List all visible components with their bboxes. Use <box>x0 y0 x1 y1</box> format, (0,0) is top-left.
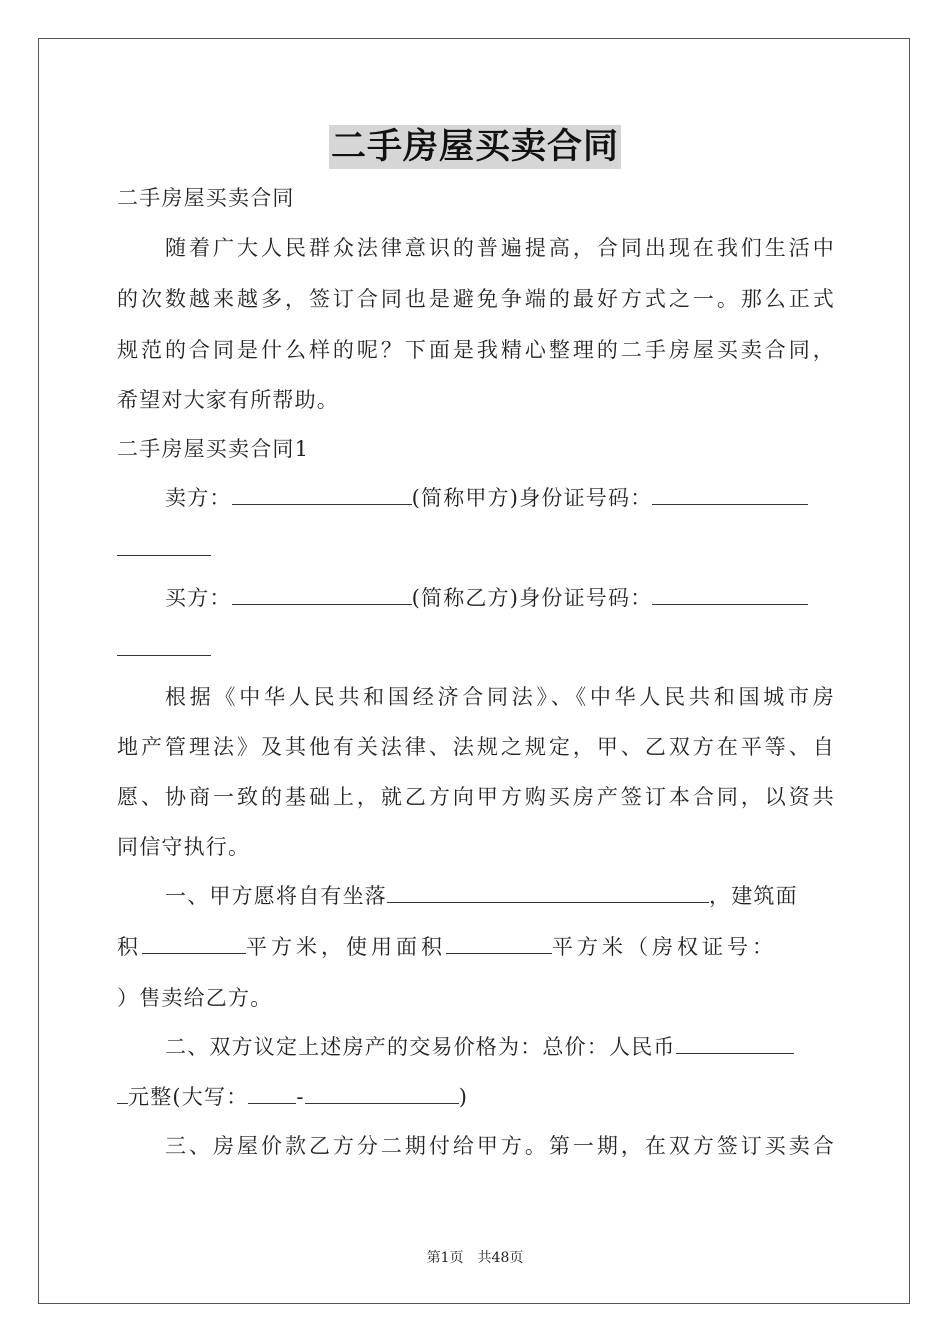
area-label: 积 <box>117 935 142 959</box>
buyer-id-blank <box>652 584 808 605</box>
seller-id-blank-2 <box>117 535 211 556</box>
seller-id-blank <box>652 484 808 505</box>
page-footer: 第1页 共48页 <box>426 1250 524 1266</box>
intro-line-1: 随着广大人民群众法律意识的普遍提高，合同出现在我们生活中 <box>165 236 835 260</box>
document-title-wrap <box>0 125 950 169</box>
document-title: 二手房屋买卖合同 <box>330 126 619 167</box>
intro-line-3: 规范的合同是什么样的呢？下面是我精心整理的二手房屋买卖合同， <box>117 338 835 362</box>
basis-line-1: 根据《中华人民共和国经济合同法》、《中华人民共和国城市房 <box>165 685 835 709</box>
buyer-line <box>165 583 808 613</box>
buyer-name-blank <box>232 584 412 605</box>
intro-line-2: 的次数越来越多，签订合同也是避免争端的最好方式之一。那么正式 <box>117 287 835 311</box>
clause-1-line-2 <box>117 932 777 962</box>
clause-1-line-3: ）售卖给乙方。 <box>117 986 273 1010</box>
price-words-blank-1 <box>248 1083 296 1104</box>
seller-line <box>165 483 808 513</box>
seller-label: 卖方： <box>165 486 232 510</box>
price-blank-cont <box>117 1083 128 1104</box>
seller-name-blank <box>232 484 412 505</box>
seller-id-blank-cont <box>117 534 211 564</box>
page-border <box>38 38 910 1304</box>
seller-id-label: (简称甲方)身份证号码： <box>411 486 653 510</box>
clause-2-label: 二、双方议定上述房产的交易价格为：总价：人民币 <box>165 1035 676 1059</box>
usable-area-blank <box>446 933 552 954</box>
price-words-blank-2 <box>305 1083 459 1104</box>
location-blank <box>387 882 709 903</box>
price-words-label: 元整(大写： <box>128 1085 249 1109</box>
clause-1-line-1 <box>165 881 798 911</box>
buyer-id-blank-cont <box>117 634 211 664</box>
clause-2-line-1 <box>165 1032 794 1062</box>
basis-line-4: 同信守执行。 <box>117 835 251 859</box>
buyer-id-label: (简称乙方)身份证号码： <box>411 586 653 610</box>
price-blank <box>676 1033 794 1054</box>
building-area-label: ，建筑面 <box>709 884 798 908</box>
building-area-blank <box>142 933 246 954</box>
buyer-label: 买方： <box>165 586 232 610</box>
usable-area-label: 平方米，使用面积 <box>246 935 446 959</box>
contract-heading-1: 二手房屋买卖合同1 <box>117 437 310 461</box>
clause-2-line-2 <box>117 1082 468 1112</box>
subtitle-line: 二手房屋买卖合同 <box>117 186 295 210</box>
basis-line-2: 地产管理法》及其他有关法律、法规之规定，甲、乙双方在平等、自 <box>117 735 835 759</box>
intro-line-4: 希望对大家有所帮助。 <box>117 388 339 412</box>
price-words-close: ) <box>458 1085 469 1109</box>
price-words-dash: - <box>296 1085 305 1109</box>
property-cert-label: 平方米（房权证号： <box>552 935 777 959</box>
clause-3-line-1: 三、房屋价款乙方分二期付给甲方。第一期，在双方签订买卖合 <box>165 1134 835 1158</box>
basis-line-3: 愿、协商一致的基础上，就乙方向甲方购买房产签订本合同，以资共 <box>117 785 835 809</box>
buyer-id-blank-2 <box>117 635 211 656</box>
clause-1-label: 一、甲方愿将自有坐落 <box>165 884 387 908</box>
